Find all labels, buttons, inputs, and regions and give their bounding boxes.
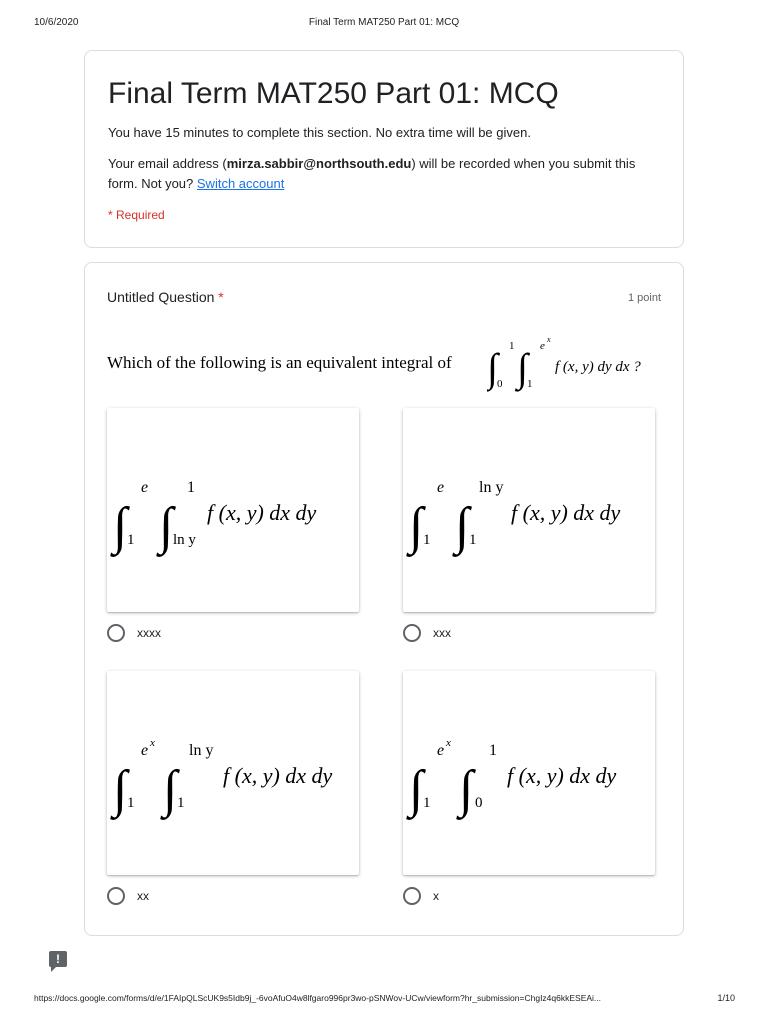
form-title: Final Term MAT250 Part 01: MCQ — [108, 77, 559, 110]
required-note: * Required — [108, 208, 165, 222]
option-label-2: xxx — [433, 626, 451, 640]
email-notice — [108, 154, 668, 194]
question-title-text: Untitled Question — [107, 289, 215, 305]
outer-upper-limit: e — [437, 479, 445, 496]
outer-upper-limit: 1 — [509, 340, 515, 352]
inner-upper-base: e — [540, 340, 545, 352]
inner-integral-sign: ∫ — [517, 345, 528, 390]
print-date: 10/6/2020 — [34, 17, 79, 28]
question-integral — [487, 331, 687, 395]
inner-lower-limit: 1 — [177, 795, 185, 811]
option-image-4 — [403, 671, 655, 875]
required-star: * — [218, 289, 224, 305]
question-prompt — [107, 331, 667, 395]
outer-upper-base: e — [437, 742, 445, 759]
inner-integral-sign: ∫ — [459, 761, 474, 818]
inner-integral-sign: ∫ — [163, 761, 178, 818]
switch-account-link[interactable]: Switch account — [196, 176, 285, 191]
option-radio-4[interactable] — [403, 887, 421, 905]
option-radio-3[interactable] — [107, 887, 125, 905]
option-integral-3 — [107, 671, 359, 875]
option-integral-1 — [107, 408, 359, 612]
inner-lower-limit: ln y — [173, 532, 196, 548]
outer-upper-base: e — [141, 742, 149, 759]
inner-upper-limit: 1 — [187, 479, 195, 496]
outer-upper-exp: x — [446, 737, 451, 749]
outer-integral-sign: ∫ — [487, 345, 498, 390]
inner-upper-exp: x — [547, 335, 551, 344]
outer-upper-limit: e — [141, 479, 149, 496]
outer-integral-sign: ∫ — [409, 761, 424, 818]
outer-integral-sign: ∫ — [113, 498, 128, 555]
outer-lower-limit: 0 — [497, 378, 503, 390]
print-page-number: 1/10 — [717, 993, 735, 1003]
option-label-4: x — [433, 889, 439, 903]
option-label-1: xxxx — [137, 626, 161, 640]
inner-lower-limit: 1 — [527, 378, 533, 390]
inner-lower-limit: 1 — [469, 532, 477, 548]
option-radio-1[interactable] — [107, 624, 125, 642]
report-feedback-icon[interactable] — [49, 951, 67, 967]
exclamation-glyph: ! — [56, 952, 60, 966]
option-image-2 — [403, 408, 655, 612]
outer-integral-sign: ∫ — [409, 498, 424, 555]
form-description: You have 15 minutes to complete this section. No extra time will be given. — [108, 125, 531, 140]
outer-lower-limit: 1 — [127, 795, 135, 811]
outer-lower-limit: 1 — [423, 795, 431, 811]
outer-lower-limit: 1 — [127, 532, 135, 548]
question-prompt-text: Which of the following is an equivalent integral of — [107, 353, 452, 372]
inner-upper-limit: 1 — [489, 742, 497, 759]
integrand: f (x, y) dy dx ? — [555, 359, 641, 375]
email-address: mirza.sabbir@northsouth.edu — [226, 156, 412, 171]
integrand: f (x, y) dx dy — [207, 500, 317, 525]
outer-lower-limit: 1 — [423, 532, 431, 548]
form-header-card — [84, 50, 684, 248]
email-suffix: ) will be recorded when you submit this form. Not you? — [108, 156, 636, 191]
question-title — [107, 289, 224, 305]
integrand: f (x, y) dx dy — [223, 763, 333, 788]
question-points: 1 point — [627, 292, 661, 304]
option-image-3 — [107, 671, 359, 875]
inner-integral-sign: ∫ — [455, 498, 470, 555]
inner-lower-limit: 0 — [475, 795, 483, 811]
inner-integral-sign: ∫ — [159, 498, 174, 555]
print-footer-url: https://docs.google.com/forms/d/e/1FAIpQLScUK9s5Idb9j_-6voAfuO4w8lfgaro996pr3wo-pSNWov-UCw/viewform?hr_submission=ChgIz4q6kkESEAi... — [34, 993, 602, 1003]
email-prefix: Your email address ( — [108, 156, 227, 171]
option-integral-2 — [403, 408, 655, 612]
inner-upper-limit: ln y — [479, 479, 504, 496]
option-image-1 — [107, 408, 359, 612]
integrand: f (x, y) dx dy — [511, 500, 621, 525]
option-integral-4 — [403, 671, 655, 875]
outer-upper-exp: x — [150, 737, 155, 749]
outer-integral-sign: ∫ — [113, 761, 128, 818]
option-radio-2[interactable] — [403, 624, 421, 642]
inner-upper-limit: ln y — [189, 742, 214, 759]
question-card — [84, 262, 684, 936]
print-page-title: Final Term MAT250 Part 01: MCQ — [308, 17, 460, 28]
integrand: f (x, y) dx dy — [507, 763, 617, 788]
option-label-3: xx — [137, 889, 149, 903]
